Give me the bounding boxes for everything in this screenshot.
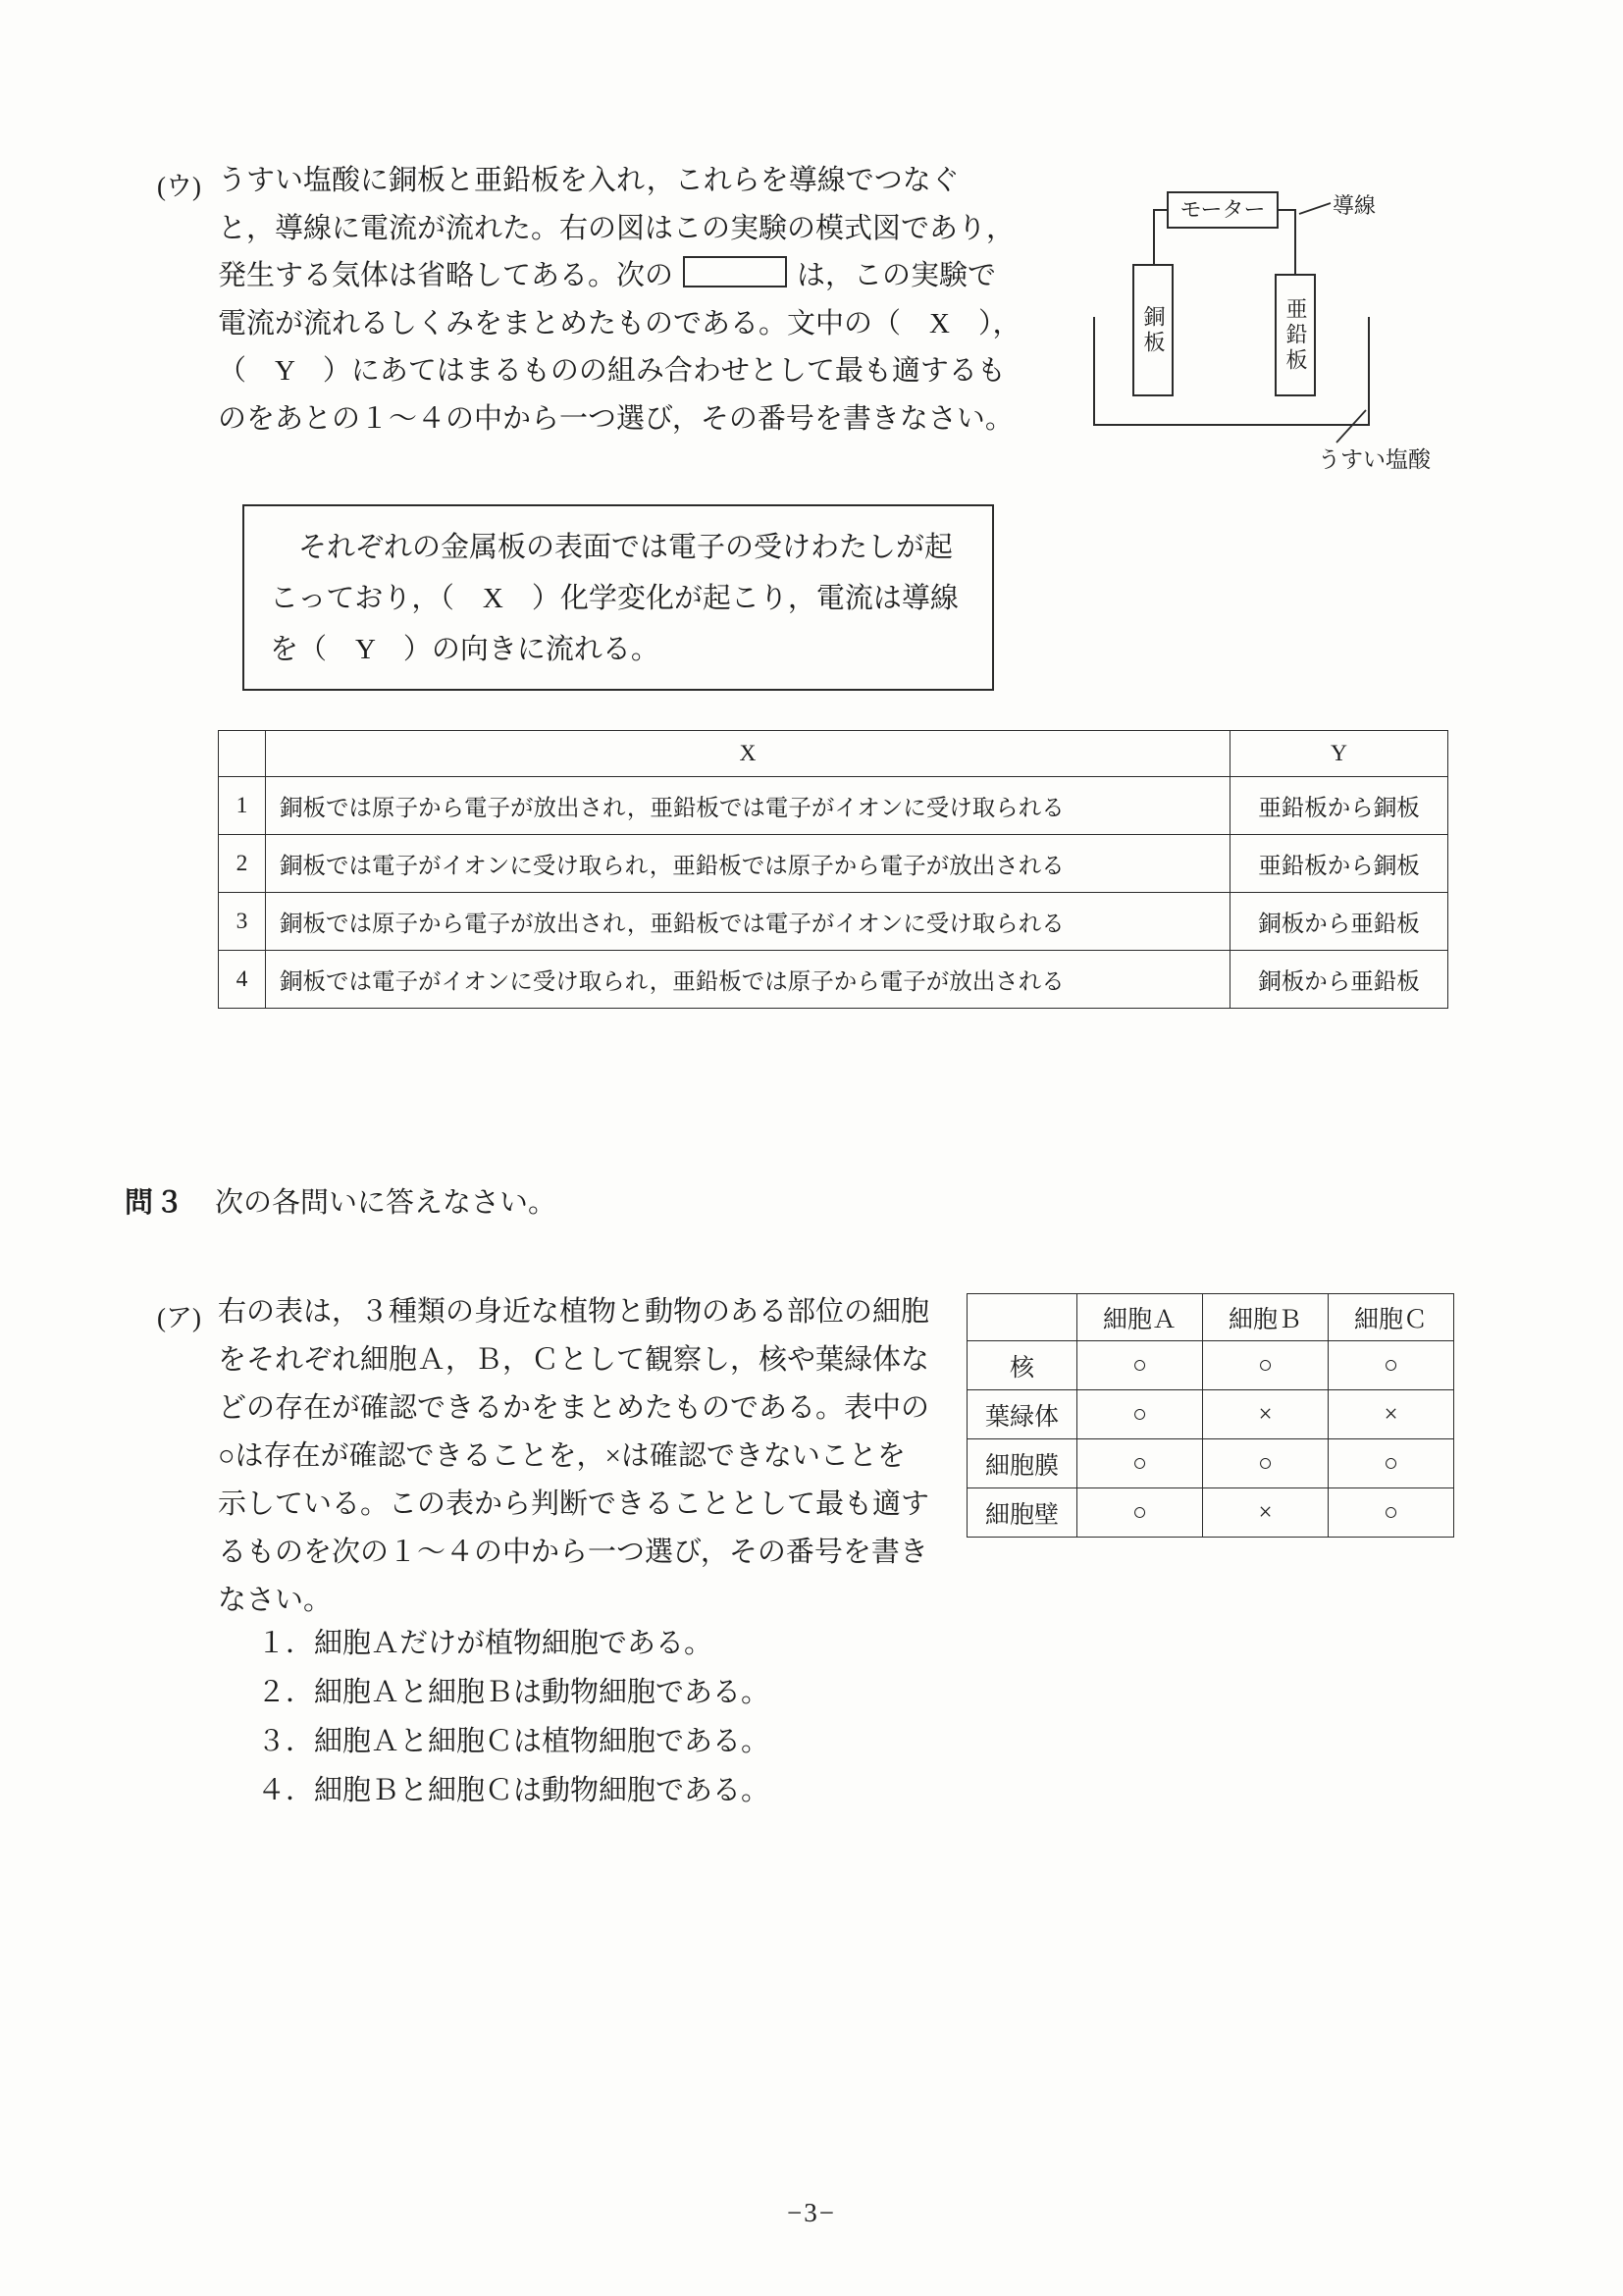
summary-line: を（ Y ）の向きに流れる。 bbox=[270, 634, 659, 665]
table-row bbox=[219, 893, 1448, 951]
question-text-segment: は，この実験で bbox=[797, 260, 997, 291]
table-row bbox=[219, 835, 1448, 893]
question-text-line: をそれぞれ細胞Ａ，Ｂ，Ｃとして観察し，核や葉緑体な bbox=[218, 1344, 930, 1376]
mark-cell: ○ bbox=[1329, 1488, 1454, 1538]
header-cell-b: 細胞Ｂ bbox=[1203, 1294, 1329, 1341]
question3-number: 問３ bbox=[125, 1187, 186, 1219]
question-text-line: と，導線に電流が流れた。右の図はこの実験の模式図であり， bbox=[218, 212, 1016, 244]
summary-line: こっており，（ X ）化学変化が起こり，電流は導線 bbox=[270, 583, 959, 614]
question-text-line: （ Y ）にあてはまるものの組み合わせとして最も適するも bbox=[218, 355, 1006, 387]
question-text-line: のをあとの１〜４の中から一つ選び，その番号を書きなさい。 bbox=[218, 402, 1014, 435]
question-text-line: るものを次の１〜４の中から一つ選び，その番号を書き bbox=[218, 1537, 928, 1568]
option-item: １．細胞Ａだけが植物細胞である。 bbox=[257, 1628, 713, 1659]
table-row bbox=[968, 1341, 1454, 1390]
page-number: −3− bbox=[787, 2198, 836, 2227]
acid-label: うすい塩酸 bbox=[1318, 447, 1431, 472]
cell-y: 亜鉛板から銅板 bbox=[1230, 777, 1448, 835]
mark-cell: ○ bbox=[1077, 1488, 1203, 1538]
header-empty-cell bbox=[968, 1294, 1077, 1341]
table-row bbox=[219, 777, 1448, 835]
cell-x: 銅板では電子がイオンに受け取られ，亜鉛板では原子から電子が放出される bbox=[266, 835, 1230, 893]
question-a-label: (ア) bbox=[157, 1303, 201, 1332]
summary-line: それぞれの金属板の表面では電子の受けわたしが起 bbox=[298, 532, 954, 563]
answer-options bbox=[257, 1619, 769, 1815]
question-text-line: ○は存在が確認できることを，×は確認できないことを bbox=[218, 1440, 906, 1472]
question-text-segment: 発生する気体は省略してある。次の bbox=[218, 260, 674, 291]
row-label: 細胞壁 bbox=[968, 1488, 1077, 1538]
question-text-line: うすい塩酸に銅板と亜鉛板を入れ，これらを導線でつなぐ bbox=[218, 165, 960, 196]
mark-cell: ○ bbox=[1329, 1439, 1454, 1488]
cell-y: 銅板から亜鉛板 bbox=[1230, 893, 1448, 951]
circuit-diagram bbox=[1021, 184, 1492, 498]
table-row bbox=[968, 1439, 1454, 1488]
cell-x: 銅板では原子から電子が放出され，亜鉛板では電子がイオンに受け取られる bbox=[266, 893, 1230, 951]
question-u-text bbox=[218, 157, 1021, 443]
header-cell-a: 細胞Ａ bbox=[1077, 1294, 1203, 1341]
cell-number: 2 bbox=[219, 835, 266, 893]
mark-cell: × bbox=[1329, 1390, 1454, 1439]
question3-text: 次の各問いに答えなさい。 bbox=[215, 1187, 557, 1219]
cell-x: 銅板では電子がイオンに受け取られ，亜鉛板では原子から電子が放出される bbox=[266, 951, 1230, 1009]
table-header-row bbox=[219, 731, 1448, 777]
table-header-row bbox=[968, 1294, 1454, 1341]
mark-cell: ○ bbox=[1077, 1390, 1203, 1439]
mark-cell: × bbox=[1203, 1390, 1329, 1439]
mark-cell: ○ bbox=[1203, 1341, 1329, 1390]
option-item: ３．細胞Ａと細胞Ｃは植物細胞である。 bbox=[257, 1726, 770, 1757]
cell-number: 4 bbox=[219, 951, 266, 1009]
option-item: ２．細胞Ａと細胞Ｂは動物細胞である。 bbox=[257, 1677, 770, 1708]
summary-box bbox=[242, 504, 994, 691]
row-label: 核 bbox=[968, 1341, 1077, 1390]
question-text-line: 示している。この表から判断できることとして最も適す bbox=[218, 1488, 930, 1520]
mark-cell: × bbox=[1203, 1488, 1329, 1538]
header-empty-cell bbox=[219, 731, 266, 777]
header-y-cell: Y bbox=[1230, 731, 1448, 777]
cell-y: 銅板から亜鉛板 bbox=[1230, 951, 1448, 1009]
motor-box-label: モーター bbox=[1179, 197, 1266, 222]
answer-combination-table bbox=[218, 730, 1448, 1009]
blank-box bbox=[683, 256, 787, 287]
mark-cell: ○ bbox=[1077, 1341, 1203, 1390]
cell-x: 銅板では原子から電子が放出され，亜鉛板では電子がイオンに受け取られる bbox=[266, 777, 1230, 835]
mark-cell: ○ bbox=[1203, 1439, 1329, 1488]
option-item: ４．細胞Ｂと細胞Ｃは動物細胞である。 bbox=[257, 1775, 770, 1806]
copper-plate-label: 銅板 bbox=[1141, 304, 1166, 356]
header-x-cell: X bbox=[266, 731, 1230, 777]
table-row bbox=[219, 951, 1448, 1009]
question-text-line bbox=[218, 252, 1021, 300]
cell-number: 1 bbox=[219, 777, 266, 835]
row-label: 細胞膜 bbox=[968, 1439, 1077, 1488]
question-text-line: なさい。 bbox=[218, 1585, 333, 1616]
table-row bbox=[968, 1488, 1454, 1538]
wire-label: 導線 bbox=[1333, 193, 1377, 218]
question-text-line: 右の表は，３種類の身近な植物と動物のある部位の細胞 bbox=[218, 1296, 930, 1328]
question3-heading bbox=[125, 1180, 556, 1221]
question-a-text bbox=[218, 1288, 929, 1625]
cell-y: 亜鉛板から銅板 bbox=[1230, 835, 1448, 893]
question-text-line: どの存在が確認できるかをまとめたものである。表中の bbox=[218, 1392, 930, 1424]
question-text-line: 電流が流れるしくみをまとめたものである。文中の（ X ）， bbox=[218, 307, 1021, 339]
cell-number: 3 bbox=[219, 893, 266, 951]
row-label: 葉緑体 bbox=[968, 1390, 1077, 1439]
question-u-label: (ウ) bbox=[157, 172, 201, 201]
header-cell-c: 細胞Ｃ bbox=[1329, 1294, 1454, 1341]
table-row bbox=[968, 1390, 1454, 1439]
mark-cell: ○ bbox=[1329, 1341, 1454, 1390]
mark-cell: ○ bbox=[1077, 1439, 1203, 1488]
cell-observation-table bbox=[967, 1293, 1454, 1538]
zinc-plate-label: 亜鉛板 bbox=[1283, 296, 1308, 374]
